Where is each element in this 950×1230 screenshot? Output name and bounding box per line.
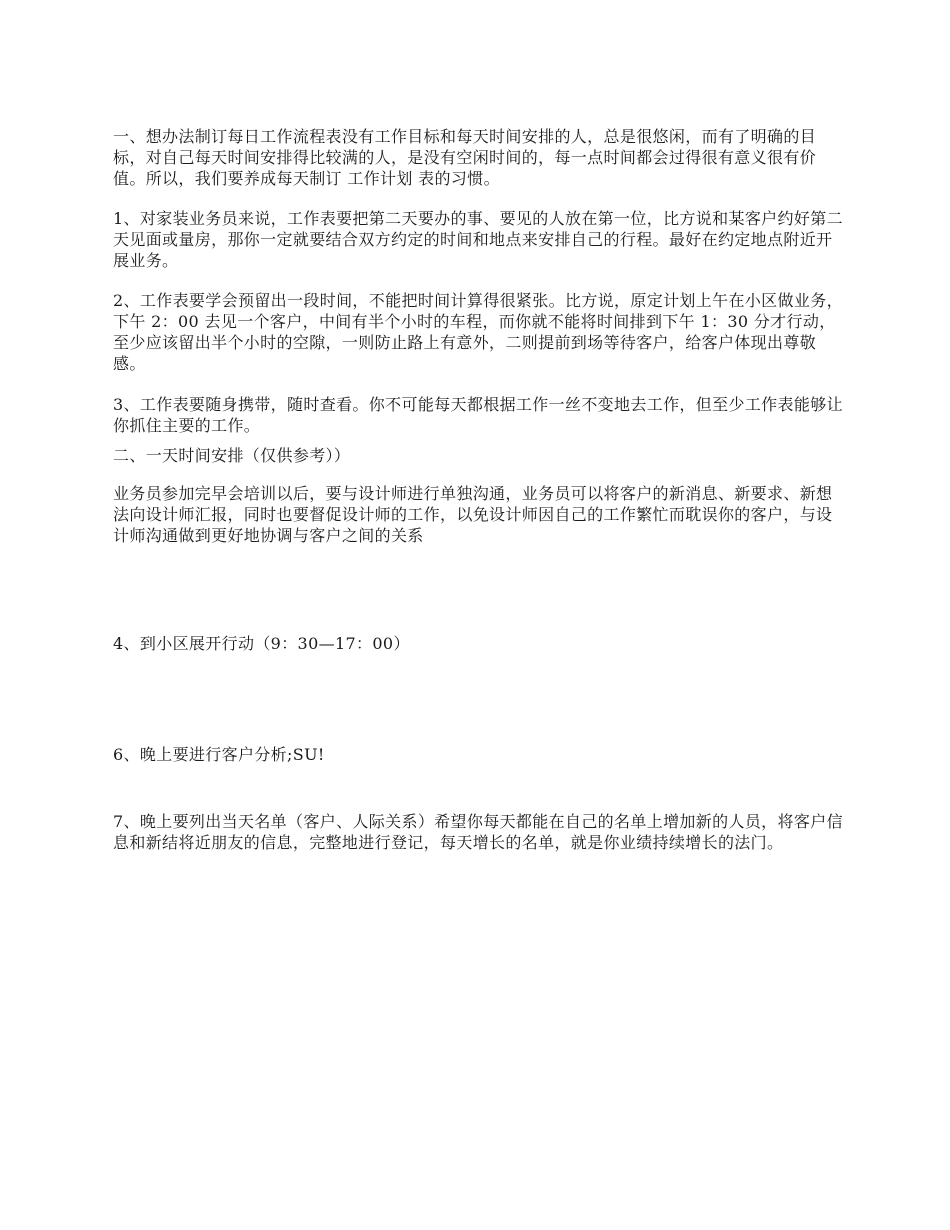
paragraph-item-7: 7、晚上要列出当天名单（客户、人际关系）希望你每天都能在自己的名单上增加新的人员，将客户信息和新结将近朋友的信息，完整地进行登记，每天增长的名单，就是你业绩持续增长的法门。 <box>113 812 843 852</box>
paragraph-item-2: 2、工作表要学会预留出一段时间，不能把时间计算得很紧张。比方说，原定计划上午在小区做业务，下午 2：00 去见一个客户，中间有半个小时的车程，而你就不能将时间排到下午 1：30 分才行动，至少应该留出半个小时的空隙，一则防止路上有意外，二则提前到场等待客户，给客户体现出尊敬感。 <box>113 291 843 373</box>
paragraph-designer-communication: 业务员参加完早会培训以后，要与设计师进行单独沟通，业务员可以将客户的新消息、新要求、新想法向设计师汇报，同时也要督促设计师的工作，以免设计师因自己的工作繁忙而耽误你的客户，与设计师沟通做到更好地协调与客户之间的关系 <box>113 484 833 545</box>
paragraph-item-1: 1、对家装业务员来说，工作表要把第二天要办的事、要见的人放在第一位，比方说和某客户约好第二天见面或量房，那你一定就要结合双方约定的时间和地点来安排自己的行程。最好在约定地点附近开展业务。 <box>113 209 843 270</box>
section-heading-daily-schedule: 二、一天时间安排（仅供参考）） <box>113 446 351 465</box>
paragraph-daily-work-plan: 一、想办法制订每日工作流程表没有工作目标和每天时间安排的人，总是很悠闲，而有了明确的目标，对自己每天时间安排得比较满的人，是没有空闲时间的，每一点时间都会过得很有意义很有价值。所以，我们要养成每天制订 工作计划 表的习惯。 <box>113 127 817 188</box>
paragraph-item-3: 3、工作表要随身携带，随时查看。你不可能每天都根据工作一丝不变地去工作，但至少工作表能够让你抓住主要的工作。 <box>113 395 843 435</box>
paragraph-item-4: 4、到小区展开行动（9：30—17：00） <box>113 634 410 653</box>
paragraph-item-6: 6、晚上要进行客户分析;SU! <box>113 745 325 764</box>
